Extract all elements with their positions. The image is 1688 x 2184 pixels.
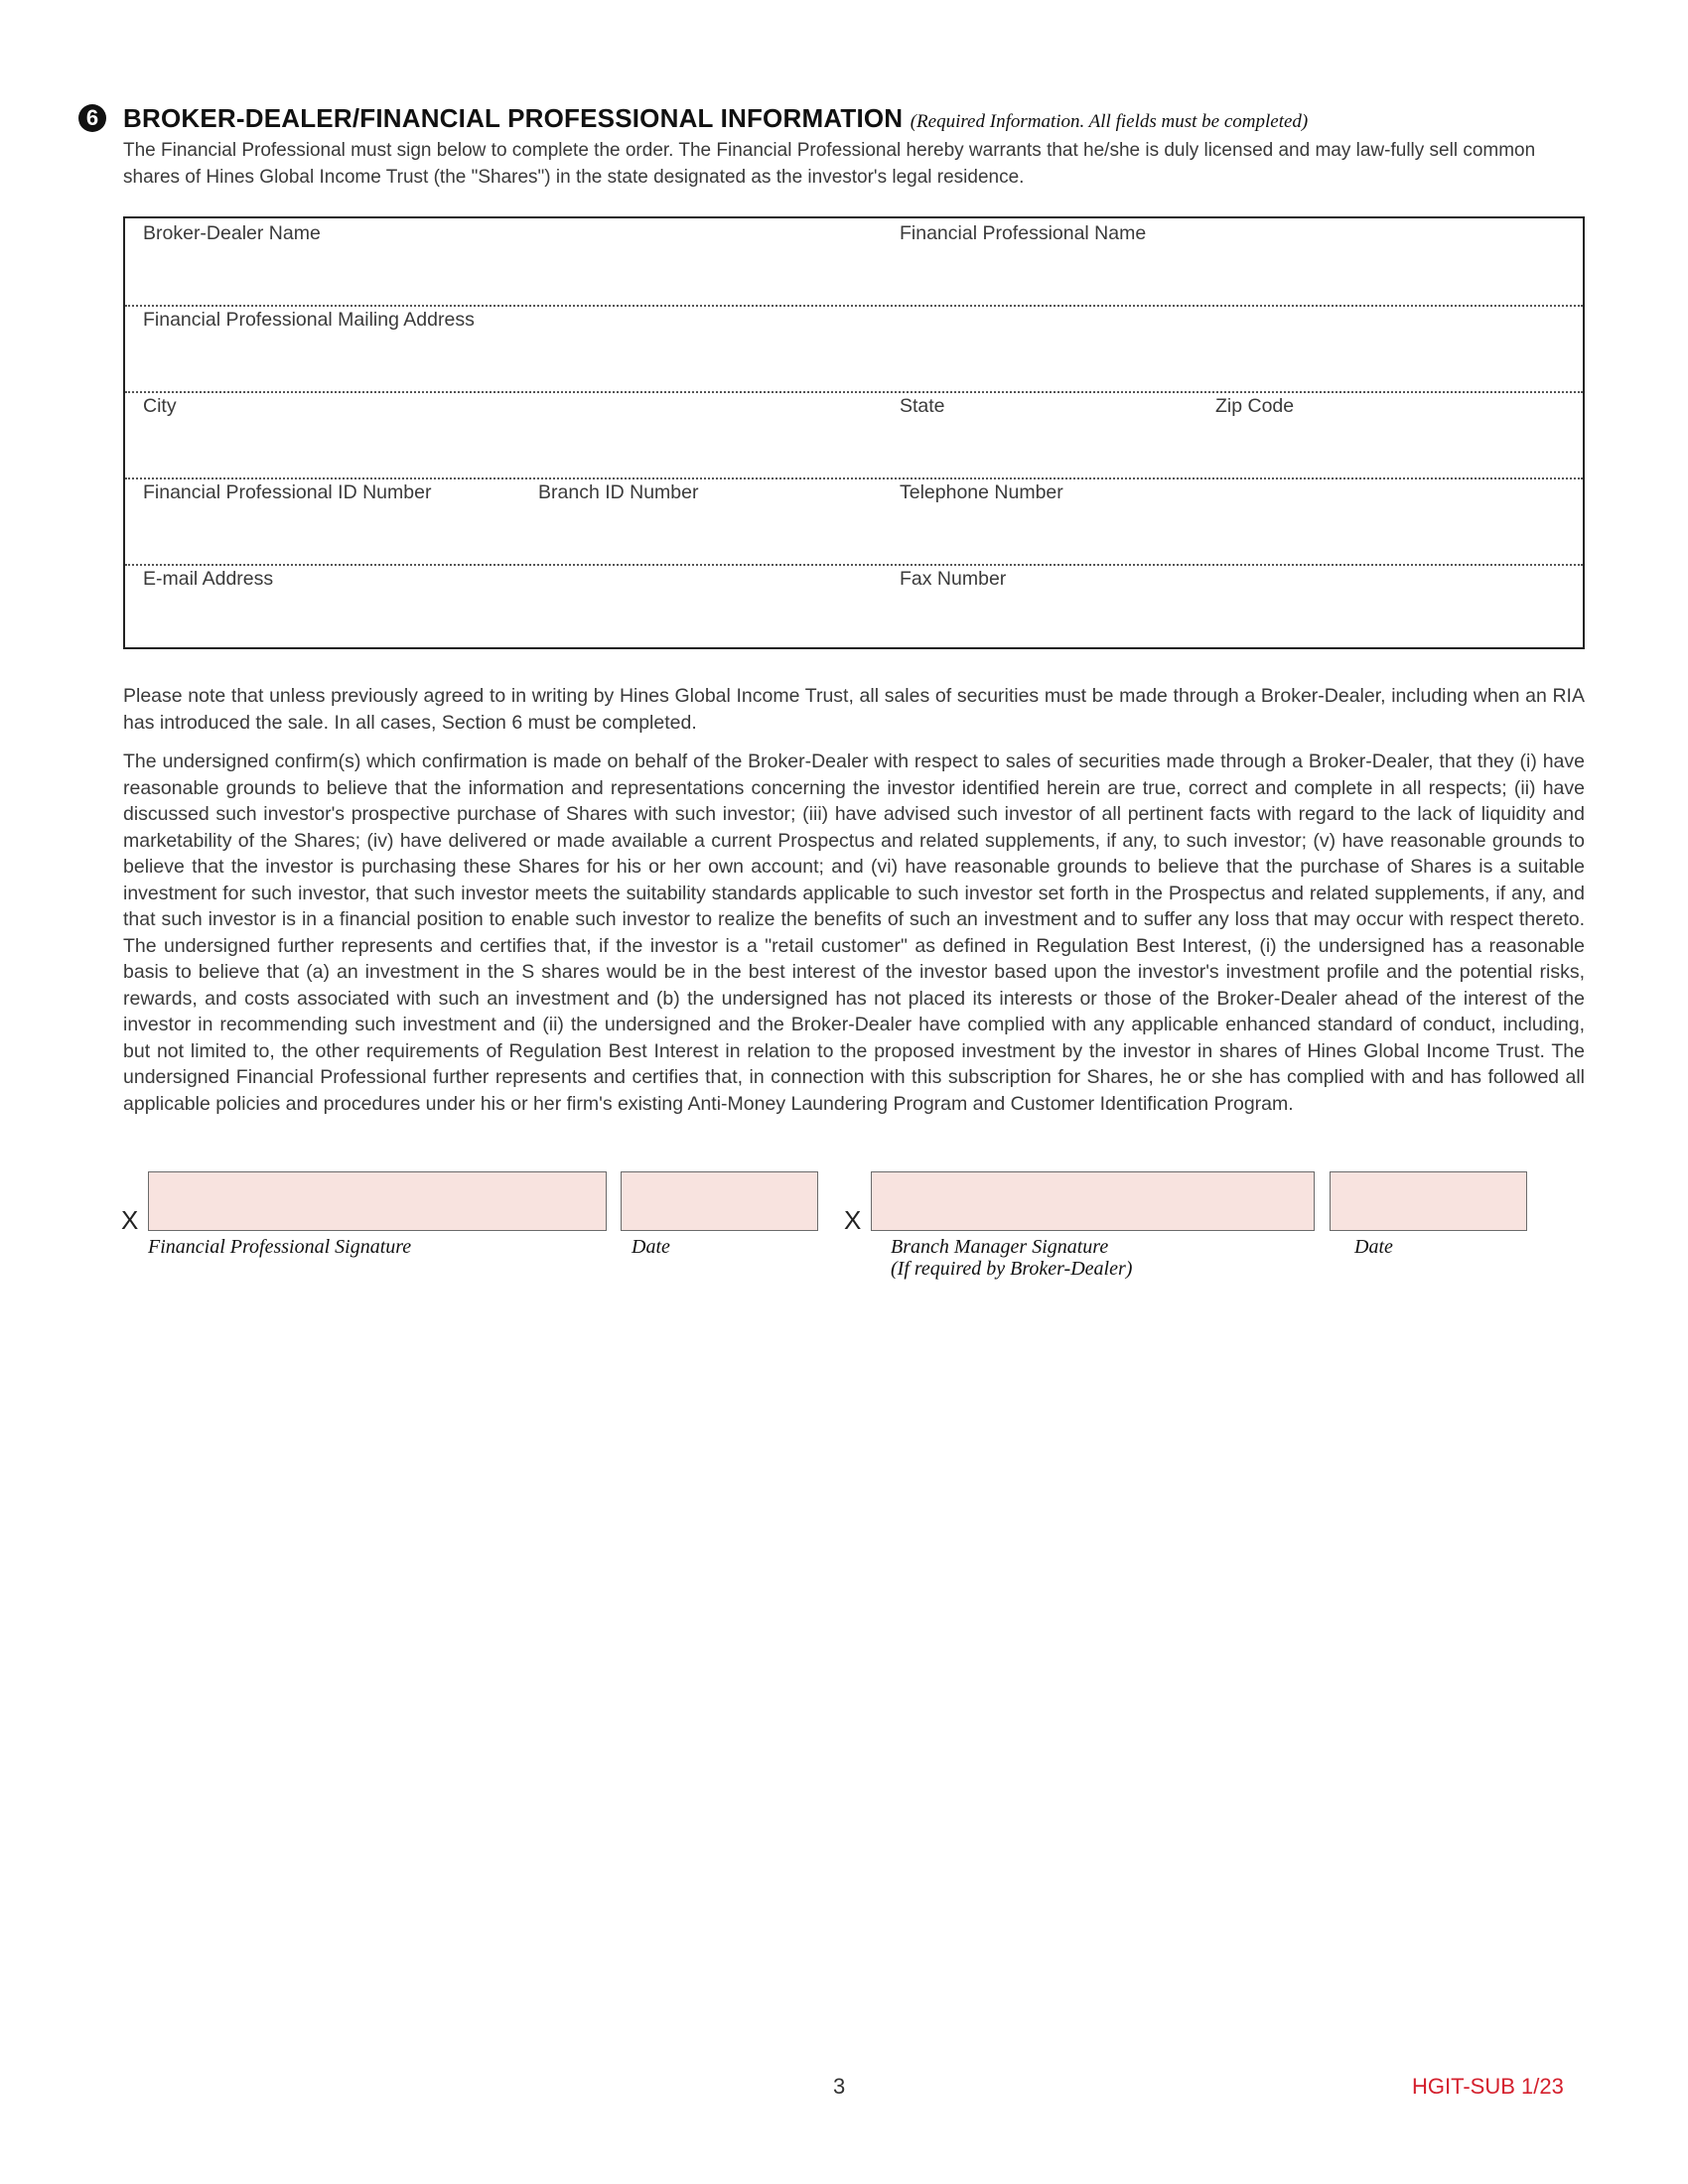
- branch-id-number-label: Branch ID Number: [538, 481, 699, 503]
- zip-code-input[interactable]: [1215, 421, 1567, 471]
- zip-code-label: Zip Code: [1215, 395, 1295, 417]
- state-input[interactable]: [900, 421, 1201, 471]
- telephone-number-label: Telephone Number: [900, 481, 1063, 503]
- bm-signature-label-text: Branch Manager Signature: [891, 1236, 1109, 1258]
- fp-name-input[interactable]: [900, 248, 1569, 298]
- branch-id-number-input[interactable]: [538, 507, 880, 557]
- mailing-address-input[interactable]: [143, 335, 1567, 384]
- fp-id-number-input[interactable]: [143, 507, 514, 557]
- telephone-number-input[interactable]: [900, 507, 1569, 557]
- fp-date-label: Date: [632, 1236, 670, 1258]
- page-number: 3: [833, 2074, 846, 2099]
- broker-dealer-name-input[interactable]: [143, 248, 882, 298]
- broker-dealer-name-label: Broker-Dealer Name: [143, 222, 321, 244]
- section-required-note: (Required Information. All fields must be completed): [910, 111, 1309, 132]
- fp-date-field[interactable]: [621, 1171, 818, 1231]
- form-row-names: [125, 218, 1583, 307]
- fp-signature-x-mark: X: [121, 1205, 139, 1235]
- fax-number-label: Fax Number: [900, 568, 1007, 590]
- fp-signature-field[interactable]: [148, 1171, 607, 1231]
- section-title-text: BROKER-DEALER/FINANCIAL PROFESSIONAL INFORMATION: [123, 103, 904, 133]
- fp-name-label: Financial Professional Name: [900, 222, 1147, 244]
- certification-paragraph: The undersigned confirm(s) which confirmation is made on behalf of the Broker-Dealer with respect to sales of securities made through a Broker-Dealer, that they (i) have reasonable grounds to believe that the information and representations concerning the investor identified herein are true, correct and complete in all respects; (ii) have discussed such investor's prospective purchase of Shares with such investor; (iii) have advised such investor of all pertinent facts with regard to the lack of liquidity and marketability of the Shares; (iv) have delivered or made available a current Prospectus and related supplements, if any, to such investor; (v) have reasonable grounds to believe that the investor is purchasing these Shares for his or her own account; and (vi) have reasonable grounds to believe that the purchase of Shares is a suitable investment for such investor, that such investor meets the suitability standards applicable to such investor set forth in the Prospectus and related supplements, if any, and that such investor is in a financial position to enable such investor to realize the benefits of such an investment and to suffer any loss that may occur with respect thereto. The undersigned further represents and certifies that, if the investor is a "retail customer" as defined in Regulation Best Interest, (i) the undersigned has a reasonable basis to believe that (a) an investment in the S shares would be in the best interest of the investor based upon the investor's investment profile and the potential risks, rewards, and costs associated with such an investment and (b) the undersigned has not placed its interests or those of the Broker-Dealer ahead of the interest of the investor in recommending such investment and (ii) the undersigned and the Broker-Dealer have complied with any applicable enhanced standard of conduct, including, but not limited to, the other requirements of Regulation Best Interest in relation to the proposed investment by the investor in shares of Hines Global Income Trust. The undersigned Financial Professional further represents and certifies that, in connection with this subscription for Shares, he or she has complied with and has followed all applicable policies and procedures under his or her firm's existing Anti-Money Laundering Program and Customer Identification Program.: [123, 751, 1585, 1115]
- fax-number-input[interactable]: [900, 594, 1569, 643]
- form-code: HGIT-SUB 1/23: [1412, 2074, 1564, 2099]
- fp-id-number-label: Financial Professional ID Number: [143, 481, 432, 503]
- state-label: State: [900, 395, 945, 417]
- mailing-address-label: Financial Professional Mailing Address: [143, 309, 475, 331]
- bm-date-field[interactable]: [1330, 1171, 1527, 1231]
- form-row-contact: [125, 564, 1583, 650]
- bm-signature-note: (If required by Broker-Dealer): [891, 1258, 1133, 1280]
- bm-signature-x-mark: X: [844, 1205, 862, 1235]
- broker-dealer-form: [123, 216, 1585, 649]
- city-label: City: [143, 395, 177, 417]
- form-row-city: [125, 391, 1583, 479]
- fp-signature-label: Financial Professional Signature: [148, 1236, 412, 1258]
- form-row-address: [125, 305, 1583, 393]
- city-input[interactable]: [143, 421, 882, 471]
- form-row-ids: [125, 478, 1583, 566]
- broker-dealer-note: Please note that unless previously agreed to in writing by Hines Global Income Trust, all sales of securities must be made through a Broker-Dealer, including when an RIA has introduced the sale. In all cases, Section 6 must be completed.: [123, 685, 1585, 734]
- bm-signature-field[interactable]: [871, 1171, 1315, 1231]
- section-intro: The Financial Professional must sign below to complete the order. The Financial Professional hereby warrants that he/she is duly licensed and may law-fully sell common shares of Hines Global Income Trust (the "Shares") in the state designated as the investor's legal residence.: [123, 140, 1536, 188]
- email-address-label: E-mail Address: [143, 568, 274, 590]
- section-number-badge: 6: [78, 104, 106, 132]
- section-title: [123, 103, 1308, 134]
- bm-date-label: Date: [1354, 1236, 1393, 1258]
- bm-signature-label: [891, 1236, 1132, 1280]
- email-address-input[interactable]: [143, 594, 882, 643]
